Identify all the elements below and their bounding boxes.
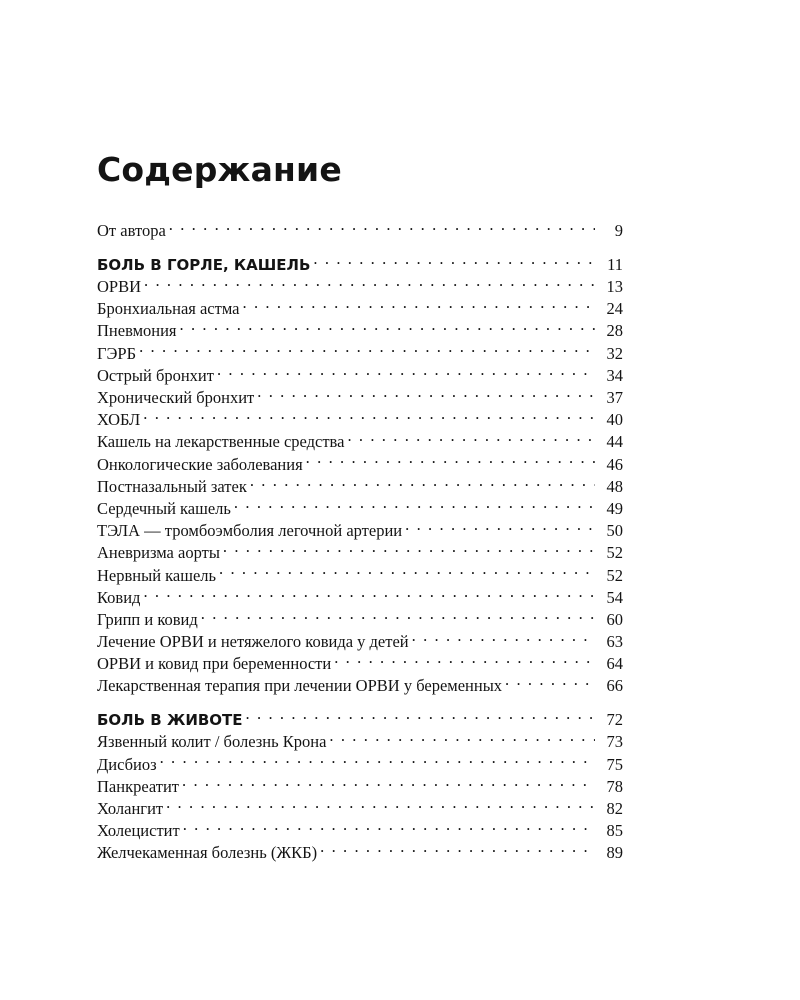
toc-entry[interactable] — [97, 425, 623, 452]
toc-entry[interactable] — [97, 747, 623, 774]
toc-part-label: БОЛЬ В ГОРЛЕ, КАШЕЛЬ — [97, 255, 311, 274]
toc-entry-page: 44 — [606, 432, 623, 452]
toc-entry-page: 37 — [606, 388, 623, 407]
dot-leader — [320, 836, 595, 858]
toc-entry-page: 89 — [606, 843, 623, 863]
toc-part-label: БОЛЬ В ЖИВОТЕ — [97, 711, 243, 730]
toc-part-heading[interactable] — [97, 703, 623, 730]
toc-entry[interactable] — [97, 792, 623, 818]
toc-entry-page: 49 — [606, 498, 623, 518]
toc-entry-label: Ковид — [97, 587, 141, 607]
dot-leader — [234, 492, 595, 514]
toc-entry-label: ОРВИ — [97, 277, 142, 297]
toc-entry-label: От автора — [97, 221, 166, 241]
toc-entry[interactable] — [97, 770, 623, 796]
toc-entry-label: Желчекаменная болезнь (ЖКБ) — [97, 843, 318, 863]
dot-leader — [201, 603, 595, 625]
toc-entry[interactable] — [97, 581, 623, 607]
toc-entry-page: 75 — [606, 754, 623, 774]
toc-entry-label: ОРВИ и ковид при беременности — [97, 654, 332, 674]
toc-entry-page: 73 — [606, 732, 623, 752]
toc-entry[interactable] — [97, 603, 623, 629]
toc-entry-label: Панкреатит — [97, 776, 180, 796]
dot-leader — [217, 359, 595, 381]
toc-entry-page: 50 — [606, 521, 623, 541]
toc-entry-page: 54 — [606, 587, 623, 607]
toc-entry-label: Дисбиоз — [97, 754, 157, 774]
toc-entry-label: Язвенный колит / болезнь Крона — [97, 732, 327, 752]
page-title: Содержание — [97, 150, 342, 189]
dot-leader — [169, 214, 595, 236]
toc-entry-page: 63 — [606, 632, 623, 652]
toc-list — [97, 214, 623, 863]
dot-leader — [144, 270, 595, 292]
toc-entry[interactable] — [97, 403, 623, 430]
toc-entry-page: 72 — [606, 710, 623, 730]
toc-entry[interactable] — [97, 270, 623, 297]
toc-entry-label: ГЭРБ — [97, 343, 137, 363]
toc-entry-label: Кашель на лекарственные средства — [97, 432, 345, 452]
toc-entry-page: 24 — [606, 299, 623, 319]
toc-entry-page: 46 — [606, 454, 623, 474]
toc-entry-page: 9 — [614, 221, 623, 241]
dot-leader — [412, 625, 595, 647]
toc-entry-label: Лекарственная терапия при лечении ОРВИ у беременных — [97, 676, 503, 696]
dot-leader — [143, 403, 595, 425]
dot-leader — [405, 514, 595, 536]
toc-entry-page: 40 — [606, 410, 623, 430]
dot-leader — [313, 248, 595, 270]
toc-entry-label: Аневризма аорты — [97, 543, 220, 563]
toc-entry[interactable] — [97, 814, 623, 841]
toc-entry-page: 11 — [607, 254, 623, 274]
dot-leader — [246, 703, 595, 725]
toc-entry-label: Нервный кашель — [97, 565, 217, 585]
dot-leader — [243, 292, 596, 314]
toc-entry-label: Постназальный затек — [97, 476, 247, 496]
toc-entry-label: Холангит — [97, 798, 164, 818]
dot-leader — [182, 770, 595, 792]
toc-entry-page: 32 — [606, 343, 623, 363]
toc-entry-page: 13 — [606, 277, 623, 297]
dot-leader — [223, 536, 595, 558]
dot-leader — [347, 425, 595, 447]
toc-entry-page: 48 — [606, 476, 623, 496]
toc-entry[interactable] — [97, 359, 623, 385]
toc-entry-label: ХОБЛ — [97, 410, 141, 430]
toc-entry-label: Холецистит — [97, 821, 180, 841]
dot-leader — [160, 747, 595, 769]
toc-entry-label: Онкологические заболевания — [97, 454, 303, 474]
dot-leader — [257, 381, 595, 403]
toc-entry-page: 64 — [606, 654, 623, 674]
dot-leader — [329, 725, 595, 747]
toc-entry-label: ТЭЛА — тромбоэмболия легочной артерии — [97, 521, 403, 541]
dot-leader — [143, 581, 595, 603]
dot-leader — [306, 447, 595, 469]
toc-entry-label: Лечение ОРВИ и нетяжелого ковида у детей — [97, 632, 409, 652]
toc-entry-page: 82 — [606, 798, 623, 818]
toc-entry[interactable] — [97, 336, 623, 363]
dot-leader — [166, 792, 595, 814]
dot-leader — [139, 336, 595, 358]
toc-entry-page: 34 — [606, 365, 623, 385]
dot-leader — [180, 314, 595, 336]
dot-leader — [183, 814, 595, 836]
dot-leader — [334, 647, 595, 669]
toc-entry[interactable] — [97, 214, 623, 241]
toc-entry-label: Грипп и ковид — [97, 609, 198, 629]
toc-entry-label: Пневмония — [97, 321, 177, 341]
toc-entry[interactable] — [97, 292, 623, 319]
toc-entry-page: 85 — [606, 821, 623, 841]
toc-entry-label: Острый бронхит — [97, 365, 214, 385]
toc-entry-page: 66 — [606, 676, 623, 696]
toc-entry-label: Хронический бронхит — [97, 388, 255, 407]
toc-entry-label: Сердечный кашель — [97, 498, 231, 518]
dot-leader — [250, 470, 595, 492]
toc-entry-page: 28 — [606, 321, 623, 341]
toc-entry-page: 52 — [606, 543, 623, 563]
toc-entry-label: Бронхиальная астма — [97, 299, 240, 319]
toc-entry-page: 60 — [606, 609, 623, 629]
dot-leader — [219, 558, 595, 580]
toc-part-heading[interactable] — [97, 248, 623, 274]
toc-entry-page: 52 — [606, 565, 623, 585]
dot-leader — [505, 669, 595, 691]
toc-entry-page: 78 — [606, 776, 623, 796]
